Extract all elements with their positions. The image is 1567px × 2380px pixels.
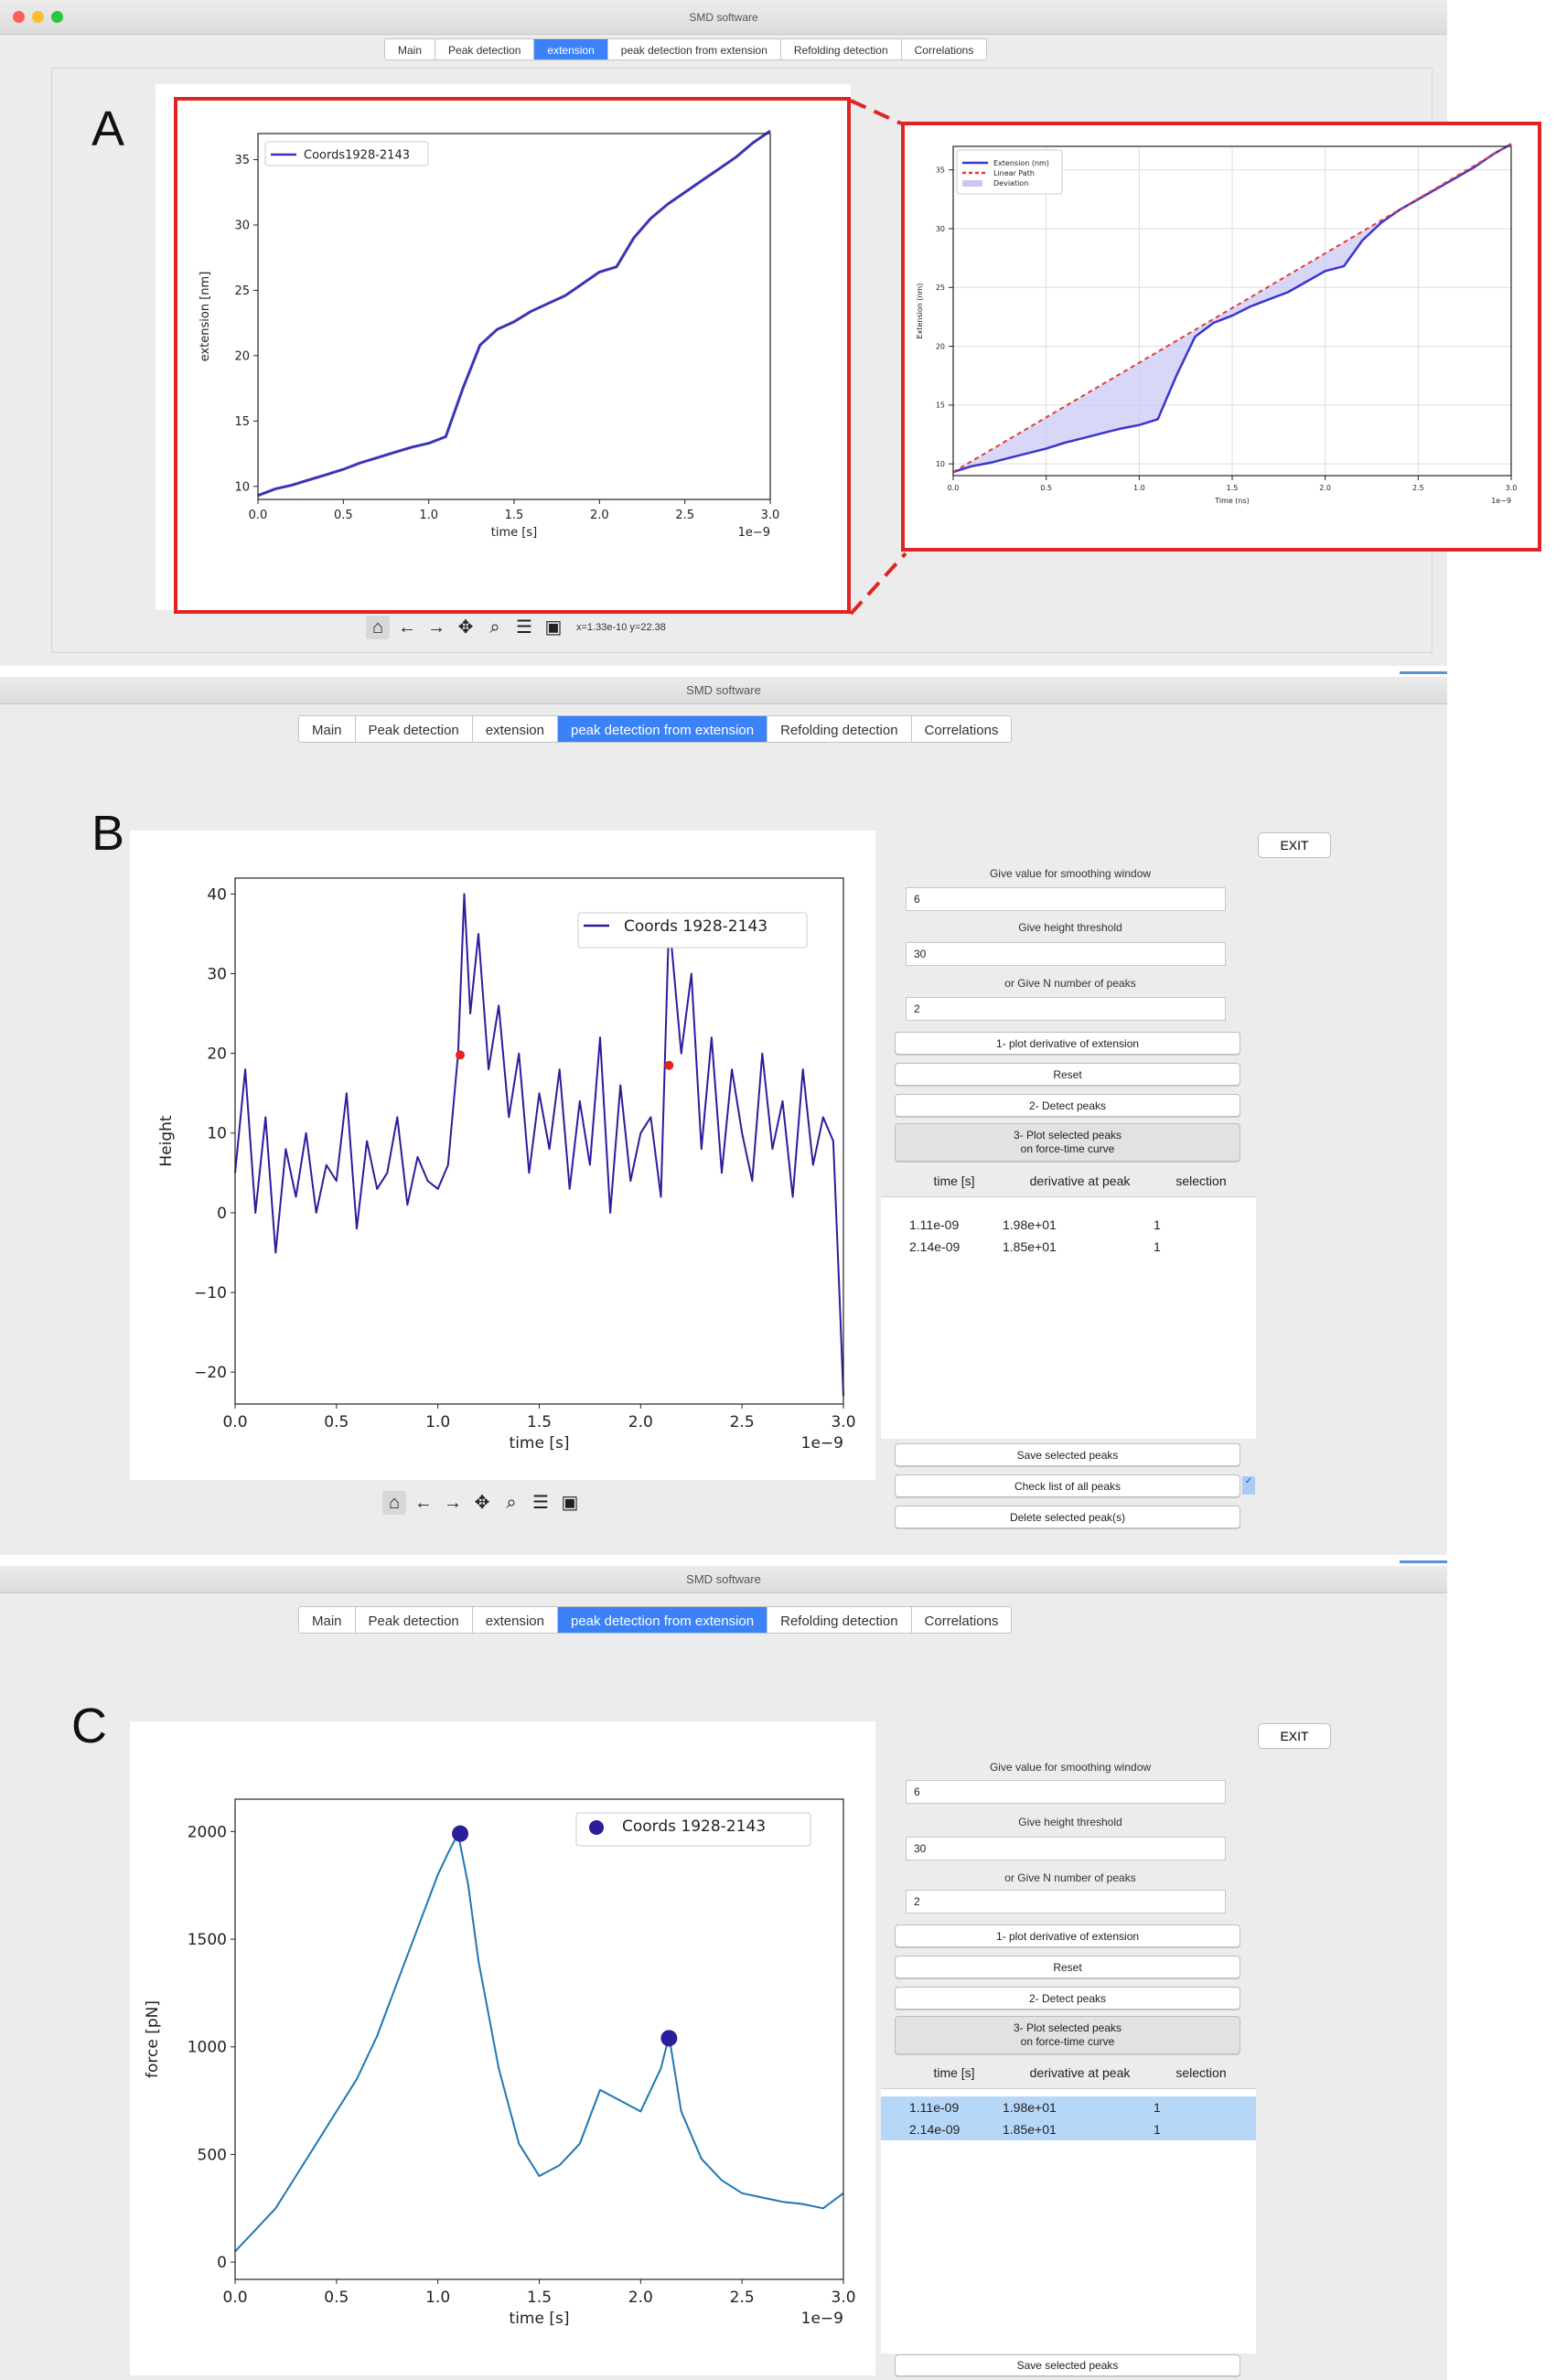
cell-derivative: 1.85e+01 <box>1003 1239 1057 1254</box>
x-tick-label: 0.5 <box>324 1413 349 1431</box>
configure-icon[interactable]: ☰ <box>532 1493 549 1513</box>
chart-a-inset <box>907 128 1535 544</box>
legend-label: Deviation <box>993 178 1029 188</box>
tab-extension[interactable]: extension <box>473 716 558 743</box>
y-tick-label: 35 <box>234 154 250 168</box>
y-tick-label: 25 <box>234 284 250 298</box>
panel-label-b: B <box>91 806 125 861</box>
x-tick-label: 0.5 <box>324 2289 349 2307</box>
tab-main[interactable]: Main <box>385 39 435 60</box>
plot-selected-line2: on force-time curve <box>1020 1142 1115 1155</box>
x-tick-label: 1.0 <box>419 509 439 522</box>
cell-time: 2.14e-09 <box>909 1239 961 1254</box>
y-tick-label: 0 <box>217 1204 227 1223</box>
x-offset-label: 1e−9 <box>1491 497 1511 505</box>
plot-toolbar-a <box>366 616 666 639</box>
save-figure-icon[interactable]: ▣ <box>544 617 563 638</box>
detect-peaks-button[interactable]: 2- Detect peaks <box>895 1987 1240 2010</box>
x-tick-label: 2.5 <box>675 509 695 522</box>
tab-refolding-detection[interactable]: Refolding detection <box>781 39 902 60</box>
x-tick-label: 3.0 <box>760 509 780 522</box>
x-tick-label: 2.0 <box>1319 484 1332 492</box>
x-offset-label: 1e−9 <box>800 1434 843 1453</box>
save-selected-peaks-button[interactable]: Save selected peaks <box>895 1443 1240 1466</box>
y-tick-label: 20 <box>234 349 250 364</box>
npeaks-input[interactable]: 2 <box>906 1890 1226 1914</box>
y-tick-label: 25 <box>935 284 945 293</box>
smoothing-label: Give value for smoothing window <box>989 1761 1152 1774</box>
forward-icon[interactable]: → <box>444 1493 462 1513</box>
smoothing-label: Give value for smoothing window <box>989 867 1152 880</box>
cell-time: 2.14e-09 <box>909 2122 961 2137</box>
y-tick-label: 35 <box>935 166 945 175</box>
x-tick-label: 0.5 <box>1040 484 1053 492</box>
tab-bar-b <box>298 715 1012 743</box>
table-header <box>881 2056 1256 2089</box>
y-tick-label: 15 <box>234 414 250 429</box>
cell-selection: 1 <box>1154 1217 1161 1232</box>
series-line <box>235 1834 843 2252</box>
peaks-table-c <box>881 2056 1256 2353</box>
peak-marker <box>456 1050 465 1059</box>
pan-icon[interactable]: ✥ <box>474 1493 490 1513</box>
tab-refolding-detection[interactable]: Refolding detection <box>767 1607 911 1634</box>
x-axis-label: time [s] <box>490 526 538 540</box>
plot-selected-line2: on force-time curve <box>1020 2035 1115 2048</box>
tab-peak-detection[interactable]: Peak detection <box>356 1607 473 1634</box>
plot-toolbar-b <box>382 1491 582 1515</box>
tab-refolding-detection[interactable]: Refolding detection <box>767 716 911 743</box>
npeaks-input[interactable]: 2 <box>906 997 1226 1021</box>
plot-derivative-button[interactable]: 1- plot derivative of extension <box>895 1924 1240 1947</box>
back-icon[interactable]: ← <box>398 617 416 638</box>
tab-peak-detection[interactable]: Peak detection <box>356 716 473 743</box>
x-tick-label: 3.0 <box>1505 484 1518 492</box>
window-title: SMD software <box>686 1572 761 1586</box>
x-tick-label: 2.0 <box>628 1413 653 1431</box>
chart-b <box>130 831 875 1480</box>
zoom-highlight-box <box>174 97 851 614</box>
cell-time: 1.11e-09 <box>909 2100 960 2115</box>
save-selected-peaks-button[interactable]: Save selected peaks <box>895 2354 1240 2376</box>
height-threshold-label: Give height threshold <box>1018 921 1122 934</box>
x-tick-label: 2.0 <box>628 2289 653 2307</box>
x-tick-label: 2.5 <box>729 2289 755 2307</box>
y-tick-label: 0 <box>217 2254 227 2273</box>
npeaks-label: or Give N number of peaks <box>1004 1871 1136 1884</box>
cell-selection: 1 <box>1154 2122 1161 2137</box>
col-selection[interactable]: selection <box>1175 2064 1227 2080</box>
y-axis-label: Height <box>157 1115 176 1167</box>
x-tick-label: 2.5 <box>1411 484 1424 492</box>
y-tick-label: 40 <box>207 885 227 905</box>
x-tick-label: 2.0 <box>589 509 609 522</box>
check-list-checkbox[interactable]: ✓ <box>1242 1476 1255 1495</box>
x-tick-label: 1.5 <box>504 509 524 522</box>
check-list-all-peaks-button[interactable]: Check list of all peaks <box>895 1474 1240 1497</box>
tab-main[interactable]: Main <box>299 716 356 743</box>
back-icon[interactable]: ← <box>414 1493 433 1513</box>
panel-label-c: C <box>71 1699 107 1753</box>
y-tick-label: 20 <box>207 1045 227 1064</box>
home-icon[interactable]: ⌂ <box>382 1491 406 1515</box>
y-tick-label: 1000 <box>187 2038 227 2057</box>
cell-selection: 1 <box>1154 1239 1161 1254</box>
x-tick-label: 3.0 <box>831 2289 856 2307</box>
col-selection[interactable]: selection <box>1175 1173 1227 1188</box>
home-icon[interactable]: ⌂ <box>366 616 390 639</box>
y-tick-label: 20 <box>935 342 945 351</box>
y-axis-label: Extension (nm) <box>916 283 924 339</box>
y-tick-label: 30 <box>935 224 945 233</box>
tab-correlations[interactable]: Correlations <box>914 44 974 57</box>
traffic-lights[interactable] <box>13 11 63 23</box>
y-tick-label: −10 <box>194 1283 227 1303</box>
tab-correlations[interactable]: Correlations <box>924 722 999 738</box>
smoothing-input[interactable]: 6 <box>906 1780 1226 1804</box>
y-axis-label: extension [nm] <box>199 271 212 362</box>
configure-icon[interactable]: ☰ <box>516 617 532 638</box>
window-titlebar-a <box>0 0 1447 35</box>
plot-selected-line1: 3- Plot selected peaks <box>1013 2021 1122 2034</box>
y-tick-label: 10 <box>234 480 250 495</box>
x-tick-label: 0.5 <box>333 509 353 522</box>
delete-selected-peaks-button[interactable]: Delete selected peak(s) <box>895 1506 1240 1528</box>
legend-label: Linear Path <box>993 168 1035 177</box>
x-offset-label: 1e−9 <box>800 2310 843 2328</box>
reset-button[interactable]: Reset <box>895 1063 1240 1086</box>
tab-peak-detection-from-extension[interactable]: peak detection from extension <box>558 716 767 743</box>
axes-frame <box>235 1799 843 2279</box>
chart-c <box>130 1721 875 2375</box>
col-time[interactable]: time [s] <box>933 2064 975 2080</box>
peaks-table-b <box>881 1164 1256 1439</box>
minimize-icon[interactable] <box>32 11 44 23</box>
tab-bar-c <box>298 1606 1012 1634</box>
cell-derivative: 1.98e+01 <box>1003 2100 1057 2115</box>
height-threshold-input[interactable]: 30 <box>906 1837 1226 1860</box>
y-tick-label: 2000 <box>187 1823 227 1842</box>
tab-bar-a <box>384 38 987 60</box>
smoothing-input[interactable]: 6 <box>906 887 1226 911</box>
col-derivative[interactable]: derivative at peak <box>1029 1173 1131 1188</box>
x-tick-label: 0.0 <box>947 484 960 492</box>
x-tick-label: 1.0 <box>425 1413 451 1431</box>
window-divider-b <box>1400 671 1447 674</box>
exit-button[interactable]: EXIT <box>1258 1723 1331 1749</box>
y-tick-label: 15 <box>935 401 945 410</box>
cell-selection: 1 <box>1154 2100 1161 2115</box>
x-tick-label: 0.0 <box>222 2289 248 2307</box>
window-titlebar-c <box>0 1566 1447 1593</box>
y-tick-label: 30 <box>234 219 250 233</box>
y-tick-label: −20 <box>194 1364 227 1383</box>
x-offset-label: 1e−9 <box>737 526 770 540</box>
window-title: SMD software <box>686 683 761 697</box>
x-tick-label: 2.5 <box>729 1413 755 1431</box>
x-axis-label: time [s] <box>509 2310 570 2328</box>
series-line <box>235 894 843 1396</box>
table-row[interactable] <box>881 1214 1256 1236</box>
plot-derivative-button[interactable]: 1- plot derivative of extension <box>895 1032 1240 1055</box>
tab-main[interactable]: Main <box>299 1607 356 1634</box>
zoom-icon[interactable]: ⌕ <box>489 617 500 638</box>
x-tick-label: 1.0 <box>425 2289 451 2307</box>
tab-peak-detection-from-extension[interactable]: peak detection from extension <box>608 39 781 60</box>
x-tick-label: 3.0 <box>831 1413 856 1431</box>
plot-selected-line1: 3- Plot selected peaks <box>1013 1129 1122 1142</box>
zoom-icon[interactable]: ⌕ <box>506 1493 517 1513</box>
table-row-selected[interactable] <box>881 2096 1256 2118</box>
height-threshold-label: Give height threshold <box>1018 1816 1122 1828</box>
cell-derivative: 1.98e+01 <box>1003 1217 1057 1232</box>
x-tick-label: 1.0 <box>1132 484 1145 492</box>
plot-selected-peaks-button[interactable] <box>895 2016 1240 2054</box>
window-titlebar-b <box>0 677 1447 704</box>
cell-time: 1.11e-09 <box>909 1217 960 1232</box>
peak-marker <box>660 2030 677 2046</box>
height-threshold-input[interactable]: 30 <box>906 942 1226 966</box>
x-tick-label: 1.5 <box>526 2289 553 2307</box>
reset-button[interactable]: Reset <box>895 1956 1240 1978</box>
y-tick-label: 30 <box>207 965 227 984</box>
x-tick-label: 0.0 <box>248 509 268 522</box>
npeaks-label: or Give N number of peaks <box>1004 977 1136 990</box>
x-tick-label: 0.0 <box>222 1413 248 1431</box>
cell-derivative: 1.85e+01 <box>1003 2122 1057 2137</box>
y-tick-label: 10 <box>935 459 945 468</box>
y-tick-label: 1500 <box>187 1930 227 1949</box>
legend-label: Coords 1928-2143 <box>624 917 768 936</box>
table-header <box>881 1164 1256 1197</box>
x-axis-label: time [s] <box>509 1434 570 1453</box>
x-axis-label: Time (ns) <box>1215 497 1250 505</box>
tab-extension[interactable]: extension <box>534 39 607 60</box>
legend-label: Coords 1928-2143 <box>622 1817 767 1836</box>
x-tick-label: 1.5 <box>1226 484 1239 492</box>
detect-peaks-button[interactable]: 2- Detect peaks <box>895 1094 1240 1117</box>
tab-correlations[interactable]: Correlations <box>924 1613 999 1629</box>
table-row-selected[interactable] <box>881 2118 1256 2140</box>
y-axis-label: force [pN] <box>144 2000 162 2078</box>
legend-label: Coords1928-2143 <box>304 148 410 163</box>
save-figure-icon[interactable]: ▣ <box>561 1493 579 1513</box>
tab-peak-detection-from-extension[interactable]: peak detection from extension <box>558 1607 767 1634</box>
y-tick-label: 10 <box>207 1124 227 1143</box>
col-derivative[interactable]: derivative at peak <box>1029 2064 1131 2080</box>
maximize-icon[interactable] <box>51 11 63 23</box>
axes-frame <box>235 878 843 1404</box>
plot-selected-peaks-button[interactable] <box>895 1123 1240 1162</box>
table-row[interactable] <box>881 1236 1256 1258</box>
x-tick-label: 1.5 <box>526 1413 553 1431</box>
legend-marker <box>589 1820 604 1835</box>
pan-icon[interactable]: ✥ <box>457 617 474 638</box>
exit-button[interactable]: EXIT <box>1258 832 1331 858</box>
peak-marker <box>664 1061 673 1070</box>
close-icon[interactable] <box>13 11 25 23</box>
panel-label-a: A <box>91 102 125 156</box>
coord-readout: x=1.33e-10 y=22.38 <box>576 622 666 633</box>
forward-icon[interactable]: → <box>427 617 445 638</box>
legend-swatch <box>962 180 982 187</box>
window-title: SMD software <box>689 11 758 24</box>
col-time[interactable]: time [s] <box>933 1173 975 1188</box>
window-divider-c <box>1400 1560 1447 1563</box>
y-tick-label: 500 <box>197 2146 227 2165</box>
legend-label: Extension (nm) <box>993 158 1049 167</box>
tab-peak-detection[interactable]: Peak detection <box>435 39 534 60</box>
tab-extension[interactable]: extension <box>473 1607 558 1634</box>
peak-marker <box>452 1826 468 1842</box>
